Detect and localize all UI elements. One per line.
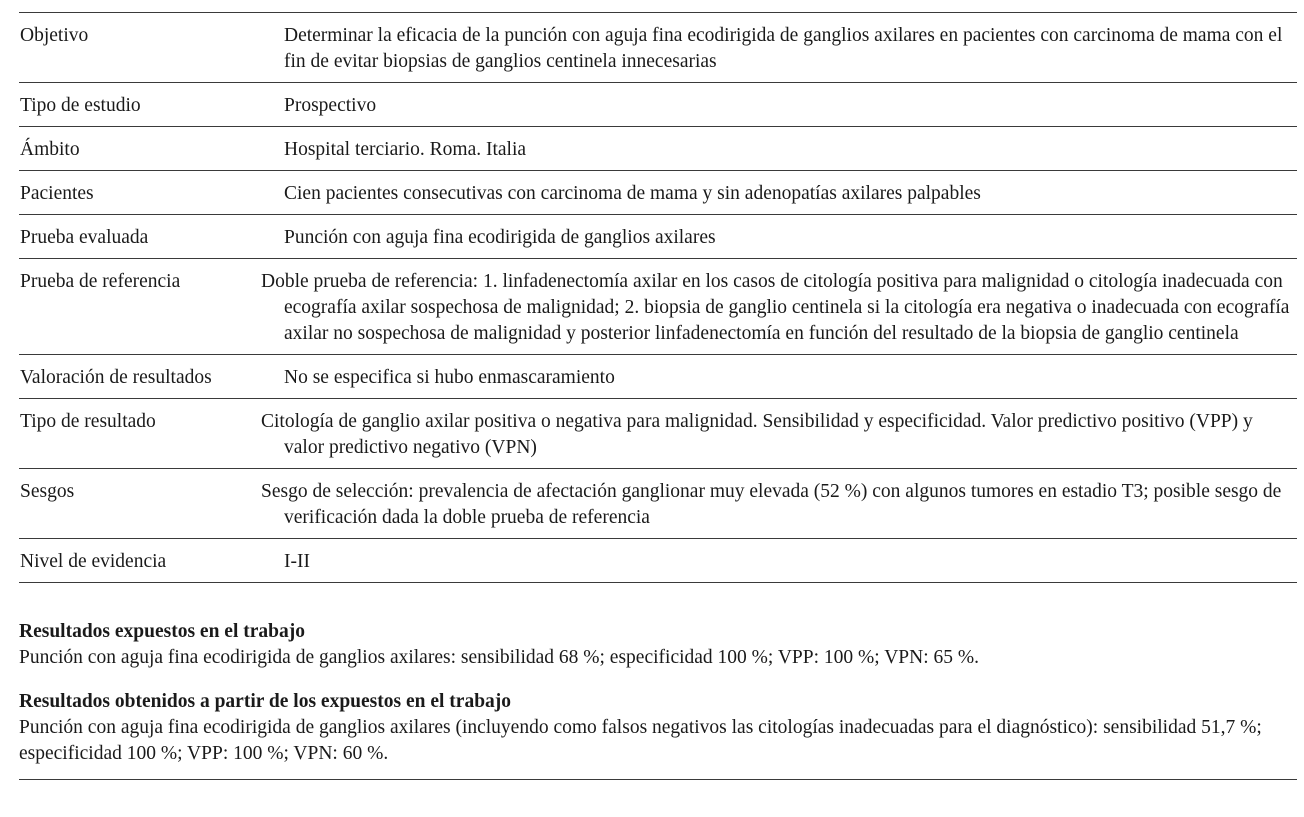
results-derived-block (19, 689, 1297, 767)
table-row-prueba-evaluada (19, 215, 1297, 259)
table-row-tipo-resultado (19, 399, 1297, 469)
results-derived-heading: Resultados obtenidos a partir de los expuestos en el trabajo (19, 691, 512, 712)
row-value: Punción con aguja fina ecodirigida de ganglios axilares (284, 227, 716, 248)
results-reported-block (19, 619, 1297, 671)
row-label: Tipo de estudio (20, 95, 141, 116)
row-value: I-II (284, 551, 310, 572)
row-value: Doble prueba de referencia: 1. linfadenectomía axilar en los casos de citología positiva para malignidad o citología inadecuada con ecografía axilar sospechosa de malignidad; 2. biopsia de ganglio centinela si la citología era negativa o inadecuada con ecografía axilar no sospechosa de malignidad y posterior linfadenectomía en función del resultado de la biopsia de ganglio centinela (261, 271, 1290, 344)
row-value: Hospital terciario. Roma. Italia (284, 139, 527, 160)
study-summary-document (19, 12, 1297, 780)
table-row-ambito (19, 127, 1297, 171)
table-row-objetivo (19, 13, 1297, 83)
row-label: Nivel de evidencia (20, 551, 167, 572)
row-label: Prueba de referencia (20, 271, 181, 292)
row-label: Pacientes (20, 183, 94, 204)
table-row-sesgos (19, 469, 1297, 539)
row-label: Prueba evaluada (20, 227, 149, 248)
results-section (19, 619, 1297, 780)
study-summary-table (19, 12, 1297, 583)
bottom-divider (19, 779, 1297, 780)
row-label: Sesgos (20, 481, 75, 502)
results-reported-heading: Resultados expuestos en el trabajo (19, 621, 305, 642)
table-row-prueba-referencia (19, 259, 1297, 355)
row-value: Sesgo de selección: prevalencia de afectación ganglionar muy elevada (52 %) con algunos tumores en estadio T3; posible sesgo de verificación dada la doble prueba de referencia (261, 481, 1282, 528)
row-value: Determinar la eficacia de la punción con aguja fina ecodirigida de ganglios axilares en pacientes con carcinoma de mama con el fin de evitar biopsias de ganglios centinela innecesarias (284, 25, 1283, 72)
row-label: Ámbito (20, 139, 80, 160)
table-row-tipo-estudio (19, 83, 1297, 127)
row-value: No se especifica si hubo enmascaramiento (284, 367, 615, 388)
table-row-pacientes (19, 171, 1297, 215)
row-label: Objetivo (20, 25, 89, 46)
row-label: Valoración de resultados (20, 367, 212, 388)
results-reported-text: Punción con aguja fina ecodirigida de ganglios axilares: sensibilidad 68 %; especificidad 100 %; VPP: 100 %; VPN: 65 %. (19, 647, 980, 668)
row-label: Tipo de resultado (20, 411, 156, 432)
table-row-nivel-evidencia (19, 539, 1297, 583)
table-row-valoracion (19, 355, 1297, 399)
row-value: Prospectivo (284, 95, 377, 116)
row-value: Cien pacientes consecutivas con carcinoma de mama y sin adenopatías axilares palpables (284, 183, 981, 204)
results-derived-text: Punción con aguja fina ecodirigida de ganglios axilares (incluyendo como falsos negativos las citologías inadecuadas para el diagnóstico): sensibilidad 51,7 %; especificidad 100 %; VPP: 100 %; VPN: 60 %. (19, 717, 1262, 764)
row-value: Citología de ganglio axilar positiva o negativa para malignidad. Sensibilidad y especificidad. Valor predictivo positivo (VPP) y valor predictivo negativo (VPN) (261, 411, 1253, 458)
